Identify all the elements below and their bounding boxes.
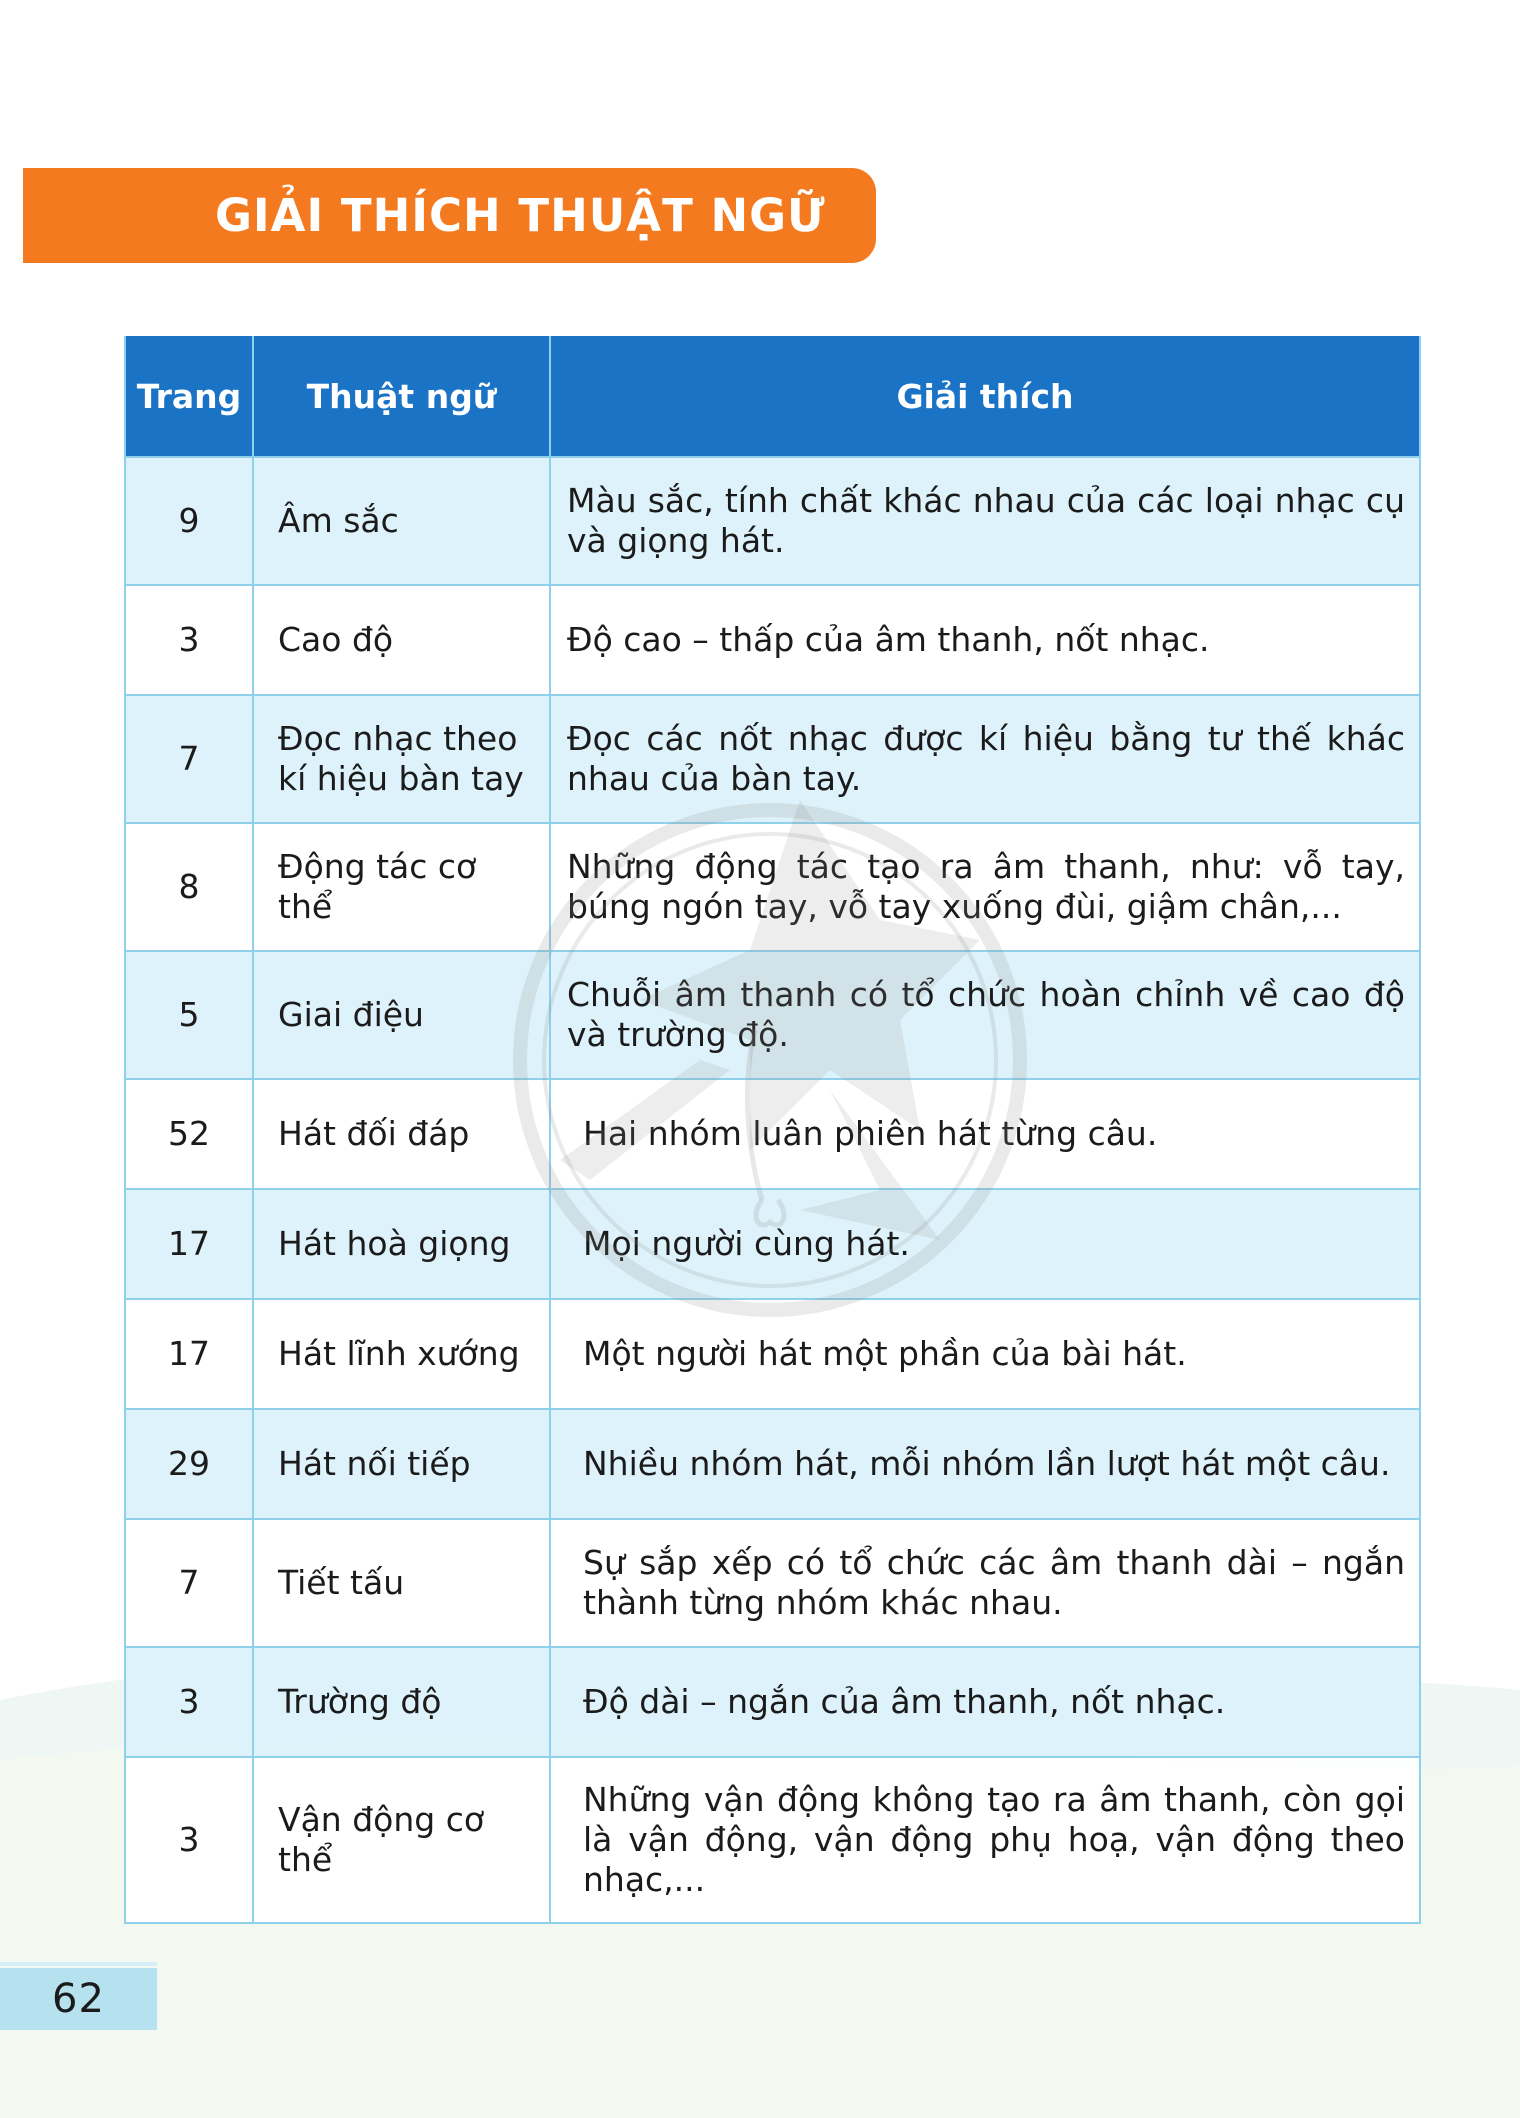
explanation-cell: Mọi người cùng hát.	[550, 1189, 1420, 1299]
table-row	[125, 1299, 1420, 1409]
explanation-cell: Màu sắc, tính chất khác nhau của các loại nhạc cụ và giọng hát.	[550, 457, 1420, 585]
explanation-cell: Đọc các nốt nhạc được kí hiệu bằng tư thế khác nhau của bàn tay.	[550, 695, 1420, 823]
table-row	[125, 1519, 1420, 1647]
page-cell: 17	[125, 1189, 253, 1299]
term-cell: Cao độ	[253, 585, 550, 695]
term-cell: Hát đối đáp	[253, 1079, 550, 1189]
page-cell: 29	[125, 1409, 253, 1519]
title-banner	[23, 168, 876, 263]
explanation-cell: Những động tác tạo ra âm thanh, như: vỗ tay, búng ngón tay, vỗ tay xuống đùi, giậm chân,...	[550, 823, 1420, 951]
term-cell: Đọc nhạc theo kí hiệu bàn tay	[253, 695, 550, 823]
page-title: GIẢI THÍCH THUẬT NGỮ	[215, 189, 826, 242]
page-cell: 7	[125, 1519, 253, 1647]
page-number: 62	[52, 1976, 105, 2022]
table-header-row	[125, 336, 1420, 457]
term-cell: Hát nối tiếp	[253, 1409, 550, 1519]
term-cell: Trường độ	[253, 1647, 550, 1757]
explanation-cell: Chuỗi âm thanh có tổ chức hoàn chỉnh về cao độ và trường độ.	[550, 951, 1420, 1079]
term-cell: Tiết tấu	[253, 1519, 550, 1647]
explanation-cell: Một người hát một phần của bài hát.	[550, 1299, 1420, 1409]
explanation-cell: Những vận động không tạo ra âm thanh, còn gọi là vận động, vận động phụ hoạ, vận động theo nhạc,...	[550, 1757, 1420, 1923]
table-row	[125, 1757, 1420, 1923]
table-row	[125, 457, 1420, 585]
explanation-cell: Sự sắp xếp có tổ chức các âm thanh dài – ngắn thành từng nhóm khác nhau.	[550, 1519, 1420, 1647]
table-row	[125, 823, 1420, 951]
page-cell: 52	[125, 1079, 253, 1189]
page-badge-accent	[0, 1962, 157, 1966]
glossary-table	[124, 336, 1421, 1924]
explanation-cell: Hai nhóm luân phiên hát từng câu.	[550, 1079, 1420, 1189]
table-row	[125, 695, 1420, 823]
table-row	[125, 951, 1420, 1079]
term-cell: Động tác cơ thể	[253, 823, 550, 951]
term-cell: Giai điệu	[253, 951, 550, 1079]
page-cell: 7	[125, 695, 253, 823]
table-row	[125, 585, 1420, 695]
header-page: Trang	[125, 336, 253, 457]
table-row	[125, 1409, 1420, 1519]
page-cell: 9	[125, 457, 253, 585]
term-cell: Hát hoà giọng	[253, 1189, 550, 1299]
term-cell: Âm sắc	[253, 457, 550, 585]
page-cell: 3	[125, 1757, 253, 1923]
table-row	[125, 1189, 1420, 1299]
page-number-badge	[0, 1968, 157, 2030]
page-cell: 3	[125, 585, 253, 695]
explanation-cell: Độ dài – ngắn của âm thanh, nốt nhạc.	[550, 1647, 1420, 1757]
page-cell: 8	[125, 823, 253, 951]
header-explanation: Giải thích	[550, 336, 1420, 457]
table-row	[125, 1647, 1420, 1757]
explanation-cell: Độ cao – thấp của âm thanh, nốt nhạc.	[550, 585, 1420, 695]
term-cell: Vận động cơ thể	[253, 1757, 550, 1923]
page-cell: 3	[125, 1647, 253, 1757]
header-term: Thuật ngữ	[253, 336, 550, 457]
page-cell: 5	[125, 951, 253, 1079]
page-cell: 17	[125, 1299, 253, 1409]
term-cell: Hát lĩnh xướng	[253, 1299, 550, 1409]
table-row	[125, 1079, 1420, 1189]
explanation-cell: Nhiều nhóm hát, mỗi nhóm lần lượt hát một câu.	[550, 1409, 1420, 1519]
